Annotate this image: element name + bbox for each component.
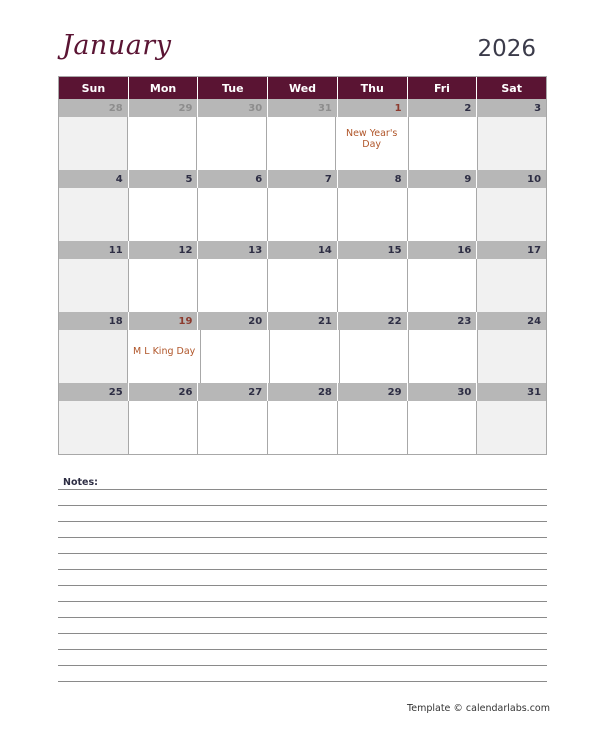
day-cell — [198, 259, 268, 312]
date-number: 1 — [338, 99, 408, 117]
date-number-row — [59, 383, 546, 401]
date-number: 8 — [338, 170, 408, 188]
date-number-row — [59, 99, 546, 117]
date-number: 21 — [268, 312, 338, 330]
footer-credit: Template © calendarlabs.com — [407, 703, 550, 714]
year-title: 2026 — [477, 36, 536, 62]
day-cell — [478, 330, 546, 383]
week-row — [59, 99, 546, 170]
day-cell — [336, 117, 409, 170]
notes-line — [58, 617, 547, 618]
weekday-fri: Fri — [408, 77, 478, 99]
day-body-row — [59, 259, 546, 312]
day-cell — [129, 188, 199, 241]
weekday-thu: Thu — [338, 77, 408, 99]
date-number: 11 — [59, 241, 129, 259]
date-number: 7 — [268, 170, 338, 188]
date-number: 6 — [198, 170, 268, 188]
day-cell — [409, 330, 478, 383]
week-row — [59, 170, 546, 241]
date-number: 4 — [59, 170, 129, 188]
holiday-event: M L King Day — [133, 346, 196, 357]
weekday-sun: Sun — [59, 77, 129, 99]
day-cell — [59, 330, 128, 383]
day-cell — [129, 401, 199, 454]
date-number: 28 — [59, 99, 129, 117]
notes-line — [58, 585, 547, 586]
day-cell — [408, 401, 478, 454]
date-number: 2 — [408, 99, 478, 117]
day-cell — [59, 117, 128, 170]
date-number: 13 — [198, 241, 268, 259]
day-cell — [268, 188, 338, 241]
week-row — [59, 312, 546, 383]
day-cell — [128, 330, 201, 383]
notes-line — [58, 681, 547, 682]
date-number: 24 — [477, 312, 546, 330]
weekday-tue: Tue — [198, 77, 268, 99]
date-number-row — [59, 170, 546, 188]
week-row — [59, 241, 546, 312]
date-number: 15 — [338, 241, 408, 259]
day-cell — [340, 330, 409, 383]
weekday-wed: Wed — [268, 77, 338, 99]
weekday-header-row — [59, 77, 546, 99]
date-number: 25 — [59, 383, 129, 401]
day-cell — [477, 401, 546, 454]
notes-line — [58, 537, 547, 538]
date-number: 19 — [129, 312, 199, 330]
notes-line — [58, 649, 547, 650]
date-number: 31 — [477, 383, 546, 401]
date-number-row — [59, 241, 546, 259]
day-body-row — [59, 188, 546, 241]
day-cell — [270, 330, 339, 383]
day-cell — [198, 401, 268, 454]
date-number: 22 — [338, 312, 408, 330]
weekday-sat: Sat — [501, 81, 522, 95]
notes-line — [58, 505, 547, 506]
day-cell — [197, 117, 266, 170]
notes-line — [58, 665, 547, 666]
date-number: 20 — [198, 312, 268, 330]
date-number: 26 — [129, 383, 199, 401]
date-number: 17 — [477, 241, 546, 259]
date-number: 3 — [477, 99, 546, 117]
calendar-grid — [58, 76, 547, 455]
date-number: 30 — [408, 383, 478, 401]
notes-line — [58, 569, 547, 570]
day-cell — [409, 117, 478, 170]
day-cell — [268, 259, 338, 312]
notes-label: Notes: — [63, 477, 98, 488]
date-number: 18 — [59, 312, 129, 330]
date-number: 29 — [338, 383, 408, 401]
date-number: 23 — [408, 312, 478, 330]
day-cell — [59, 188, 129, 241]
date-number: 5 — [129, 170, 199, 188]
day-cell — [477, 259, 546, 312]
day-body-row — [59, 401, 546, 454]
day-cell — [338, 401, 408, 454]
date-number: 30 — [198, 99, 268, 117]
month-title: January — [62, 30, 172, 61]
date-number-row — [59, 312, 546, 330]
notes-line — [58, 601, 547, 602]
notes-line — [58, 521, 547, 522]
day-body-row — [59, 330, 546, 383]
day-cell — [408, 259, 478, 312]
day-cell — [59, 259, 129, 312]
day-cell — [478, 117, 546, 170]
date-number: 16 — [408, 241, 478, 259]
date-number: 31 — [268, 99, 338, 117]
date-number: 9 — [408, 170, 478, 188]
day-cell — [128, 117, 197, 170]
week-row — [59, 383, 546, 454]
date-number: 27 — [198, 383, 268, 401]
weekday-mon: Mon — [129, 77, 199, 99]
day-cell — [129, 259, 199, 312]
date-number: 10 — [477, 170, 546, 188]
day-cell — [338, 188, 408, 241]
day-cell — [59, 401, 129, 454]
day-cell — [408, 188, 478, 241]
date-number: 14 — [268, 241, 338, 259]
notes-line — [58, 553, 547, 554]
holiday-event: New Year's Day — [345, 127, 398, 150]
weeks-container — [59, 99, 546, 454]
day-cell — [201, 330, 270, 383]
date-number: 12 — [129, 241, 199, 259]
notes-lines — [58, 489, 547, 689]
date-number: 29 — [129, 99, 199, 117]
day-cell — [198, 188, 268, 241]
day-body-row — [59, 117, 546, 170]
date-number: 28 — [268, 383, 338, 401]
notes-line — [58, 489, 547, 490]
day-cell — [477, 188, 546, 241]
notes-line — [58, 633, 547, 634]
day-cell — [268, 401, 338, 454]
day-cell — [267, 117, 336, 170]
day-cell — [338, 259, 408, 312]
